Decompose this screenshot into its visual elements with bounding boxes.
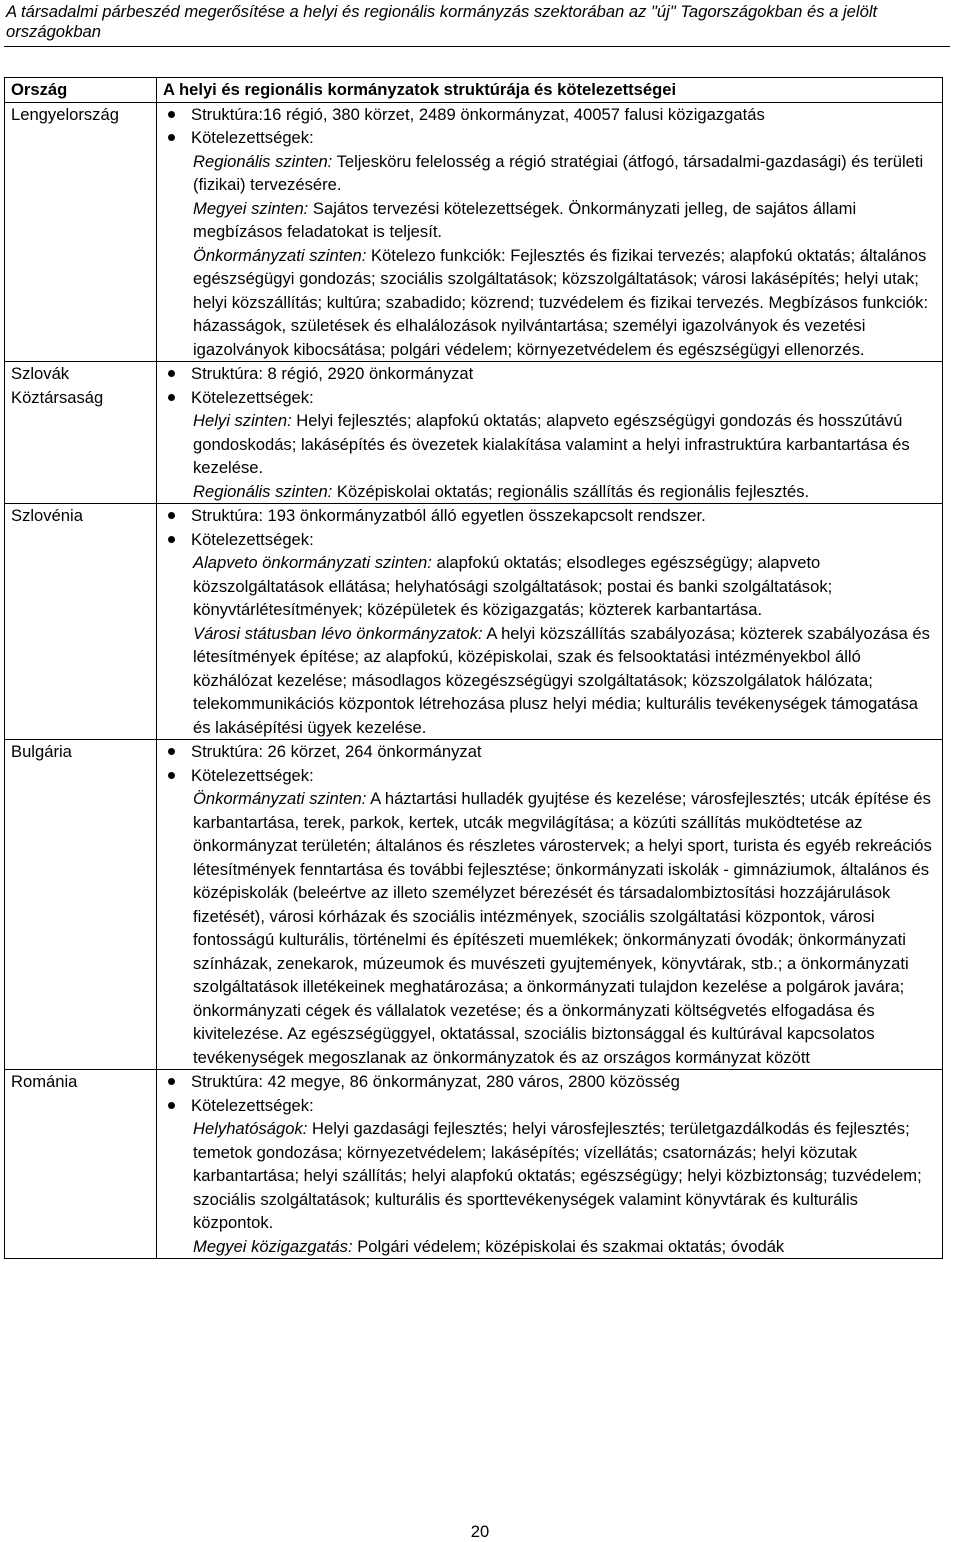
column-header-structure: A helyi és regionális kormányzatok struktúrája és kötelezettségei — [157, 78, 943, 103]
details-cell — [157, 102, 943, 362]
bullet-icon — [168, 536, 175, 543]
obligation-paragraph: Regionális szinten: Teljesköru felelosség a régió stratégiai (átfogó, társadalmi-gazdasági) és területi (fizikai) tervezésére. — [193, 151, 924, 194]
details-cell — [157, 1070, 943, 1259]
structure-bullet: Struktúra: 193 önkormányzatból álló egyetlen összekapcsolt rendszer. — [163, 504, 936, 528]
table-row — [5, 1070, 943, 1259]
obligation-paragraph: Alapveto önkormányzati szinten: alapfokú oktatás; elsodleges egészségügy; alapveto közszolgáltatások ellátása; helyhatósági szolgáltatások; postai és banki szolgáltatások; könyvtárlétesítmények; középületek és közigazgatás; közterek karbantartása. — [193, 553, 833, 619]
bullet-icon — [168, 394, 175, 401]
table-row — [5, 102, 943, 362]
obligations-bullet: Kötelezettségek: — [163, 1094, 936, 1118]
obligation-paragraph: Önkormányzati szinten: A háztartási hulladék gyujtése és kezelése; városfejlesztés; utcák építése és karbantartása, terek, parkok, kertek, utcák megvilágítása; a közúti szállítás muködtetése az önkormányzat területén; általános és részletes várostervek; a helyi sport, turista és egyéb rekreációs létesítmények fenntartása és további fejlesztése; önkormányzati iskolák - gimnáziumok, általános és középiskolák (beleértve az illeto személyzet bérezését és társadalombiztosítási hozzájárulások fizetését), városi kórházak és szociális intézmények, szociális szolgáltatási központok, városi fontosságú kulturális, történelmi és építészeti muemlékek; önkormányzati óvodák; önkormányzati színházak, zenekarok, múzeumok és muvészeti gyujtemények, könyvtárak, stb.; a önkormányzati szolgáltatások illetékeinek meghatározása; a önkormányzati tulajdon kezelése a polgárok javára; önkormányzati cégek és vállalatok vezetése; és a önkormányzati költségvetés elfogadása és kivitelezése. Az egészségüggyel, oktatással, szociális biztonsággal és kultúrával kapcsolatos tevékenységek megoszlanak az önkormányzatok és az országos kormányzat között — [193, 789, 932, 1067]
structure-bullet: Struktúra: 8 régió, 2920 önkormányzat — [163, 362, 936, 386]
obligation-paragraph: Megyei közigazgatás: Polgári védelem; középiskolai és szakmai oktatás; óvodák — [193, 1236, 785, 1256]
header-rule — [4, 46, 950, 47]
bullet-icon — [168, 1078, 175, 1085]
country-cell: Szlovénia — [5, 504, 157, 740]
obligations-bullet: Kötelezettségek: — [163, 126, 936, 150]
bullet-icon — [168, 748, 175, 755]
details-cell — [157, 504, 943, 740]
bullet-icon — [168, 370, 175, 377]
details-cell — [157, 362, 943, 504]
details-cell — [157, 740, 943, 1070]
obligation-paragraph: Önkormányzati szinten: Kötelezo funkciók: Fejlesztés és fizikai tervezés; alapfokú oktatás; általános egészségügyi gondozás; szociális szolgáltatások; közszolgáltatások; városi lakásépítés; helyi utak; helyi közszállítás; kultúra; szabadido; közrend; tuzvédelem és fizikai tervezés. Megbízásos funkciók: házasságok, születések és elhalálozások nyilvántartása; személyi igazolványok és vezetési igazolványok kibocsátása; polgári védelem; környezetvédelem és egészségügyi ellenorzés. — [193, 245, 929, 359]
country-cell: Románia — [5, 1070, 157, 1259]
bullet-icon — [168, 111, 175, 118]
table-row — [5, 504, 943, 740]
bullet-icon — [168, 772, 175, 779]
table-row — [5, 362, 943, 504]
bullet-icon — [168, 512, 175, 519]
obligation-paragraph: Regionális szinten: Középiskolai oktatás; regionális szállítás és regionális fejlesztés. — [193, 481, 810, 501]
country-cell: Szlovák Köztársaság — [5, 362, 157, 504]
structure-bullet: Struktúra: 42 megye, 86 önkormányzat, 280 város, 2800 közösség — [163, 1070, 936, 1094]
obligation-paragraph: Megyei szinten: Sajátos tervezési kötelezettségek. Önkormányzati jelleg, de sajátos állami megbízásos feladatokat is teljesít. — [193, 198, 857, 241]
table-header-row — [5, 78, 943, 103]
structure-bullet: Struktúra:16 régió, 380 körzet, 2489 önkormányzat, 40057 falusi közigazgatás — [163, 103, 936, 127]
bullet-icon — [168, 134, 175, 141]
country-cell: Lengyelország — [5, 102, 157, 362]
page-number: 20 — [470, 1522, 490, 1541]
obligation-paragraph: Helyi szinten: Helyi fejlesztés; alapfokú oktatás; alapveto egészségügyi gondozás és hosszútávú gondoskodás; lakásépítés és övezetek kialakítása valamint a helyi infrastruktúra karbantartása és kezelése. — [193, 411, 910, 477]
country-cell: Bulgária — [5, 740, 157, 1070]
obligation-paragraph: Helyhatóságok: Helyi gazdasági fejlesztés; helyi városfejlesztés; területgazdálkodás és fejlesztés; temetok gondozása; környezetvédelem; lakásépítés; vízellátás; csatornázás; helyi közutak karbantartása; helyi szállítás; helyi alapfokú oktatás; egészségügy; helyi közbiztonság; tuzvédelem; szociális szolgáltatások; kulturális és sporttevékenységek valamint könyvtárak és kulturális központok. — [193, 1119, 922, 1232]
governance-table — [4, 77, 943, 1259]
obligations-bullet: Kötelezettségek: — [163, 386, 936, 410]
column-header-country: Ország — [5, 78, 157, 103]
obligation-paragraph: Városi státusban lévo önkormányzatok: A helyi közszállítás szabályozása; közterek szabályozása és létesítmények építése; az alapfokú, középiskolai, szak és felsooktatási intézményekbol álló közhálózat kezelése; másodlagos közegészségügyi szolgáltatások; közszolgálatok hálózata; telekommunikációs központok létrehozása plusz helyi média; kulturális tevékenységek támogatása és lakásépítési ügyek kezelése. — [193, 623, 930, 737]
bullet-icon — [168, 1102, 175, 1109]
running-header: A társadalmi párbeszéd megerősítése a helyi és regionális kormányzás szektorában az "új" Tagországokban és a jelölt országokban — [6, 2, 878, 41]
table-row — [5, 740, 943, 1070]
obligations-bullet: Kötelezettségek: — [163, 764, 936, 788]
obligations-bullet: Kötelezettségek: — [163, 528, 936, 552]
structure-bullet: Struktúra: 26 körzet, 264 önkormányzat — [163, 740, 936, 764]
